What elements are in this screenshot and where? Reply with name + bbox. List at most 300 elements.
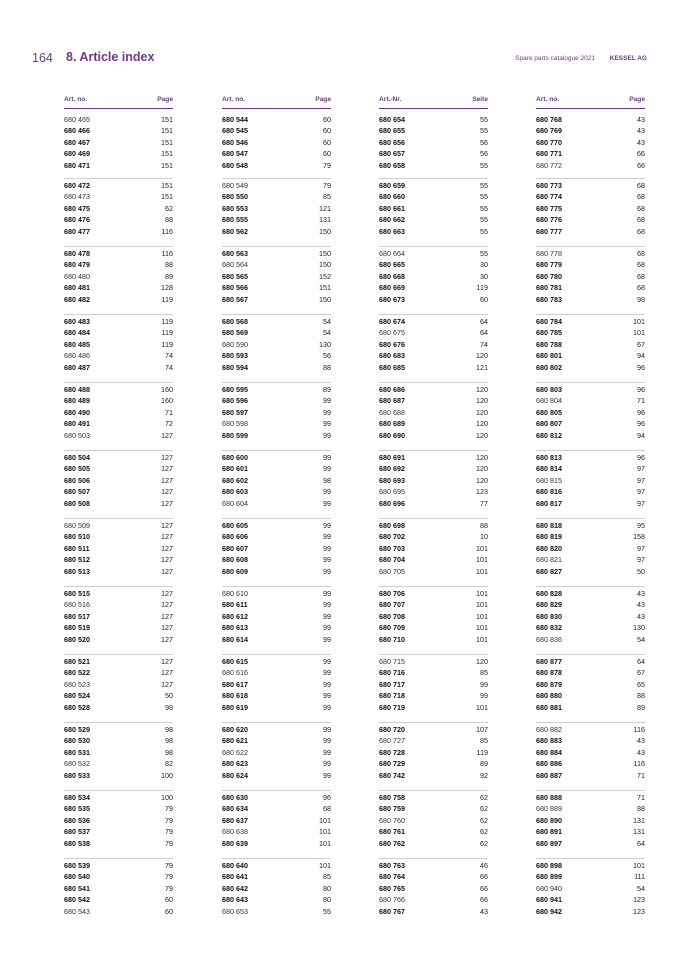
group-divider <box>222 790 331 791</box>
page-reference: 68 <box>637 203 645 213</box>
index-row <box>536 339 645 351</box>
index-group <box>64 588 173 646</box>
index-row <box>379 747 488 759</box>
page-reference: 43 <box>637 600 645 609</box>
page-reference: 116 <box>633 724 645 734</box>
page-reference: 99 <box>323 532 331 541</box>
index-row <box>64 871 173 883</box>
article-number: 680 531 <box>64 747 90 757</box>
article-number: 680 517 <box>64 611 90 621</box>
article-number: 680 480 <box>64 271 90 281</box>
page-reference: 77 <box>480 498 488 508</box>
article-number: 680 785 <box>536 328 562 337</box>
article-number: 680 686 <box>379 384 405 394</box>
page-reference: 101 <box>633 860 645 870</box>
article-number: 680 601 <box>222 464 248 473</box>
page-reference: 101 <box>476 588 488 598</box>
page-reference: 120 <box>476 475 488 485</box>
group-divider <box>379 178 488 179</box>
page-reference: 131 <box>633 827 645 836</box>
index-row <box>64 248 173 260</box>
group-divider <box>536 518 645 519</box>
page-reference: 79 <box>165 860 173 870</box>
index-row <box>536 520 645 532</box>
page-reference: 101 <box>319 838 331 848</box>
index-row <box>64 339 173 351</box>
index-row <box>379 327 488 339</box>
page-reference: 62 <box>480 838 488 848</box>
article-number: 680 543 <box>64 906 90 916</box>
index-row <box>379 395 488 407</box>
page-reference: 80 <box>323 883 331 893</box>
page-reference: 55 <box>480 126 488 135</box>
article-number: 680 663 <box>379 226 405 236</box>
article-number: 680 884 <box>536 747 562 757</box>
index-row <box>64 838 173 850</box>
article-number: 680 505 <box>64 464 90 473</box>
article-number: 680 512 <box>64 555 90 564</box>
article-number: 680 530 <box>64 736 90 745</box>
article-number: 680 509 <box>64 520 90 530</box>
group-divider <box>536 586 645 587</box>
index-row <box>379 114 488 126</box>
article-number: 680 817 <box>536 498 562 508</box>
page-reference: 68 <box>637 226 645 236</box>
page-reference: 43 <box>637 747 645 757</box>
article-number: 680 765 <box>379 883 405 893</box>
page-reference: 151 <box>161 137 173 147</box>
index-row <box>222 271 331 283</box>
page-reference: 123 <box>633 906 645 916</box>
group-divider <box>64 654 173 655</box>
index-row <box>64 826 173 838</box>
index-row <box>536 463 645 475</box>
index-row <box>64 316 173 328</box>
article-number: 680 716 <box>379 668 405 677</box>
index-group <box>64 724 173 782</box>
page-reference: 119 <box>161 339 173 349</box>
article-number: 680 539 <box>64 860 90 870</box>
article-number: 680 707 <box>379 600 405 609</box>
page-reference: 160 <box>161 396 173 405</box>
article-number: 680 691 <box>379 452 405 462</box>
index-row <box>64 350 173 362</box>
group-divider <box>222 586 331 587</box>
article-number: 680 886 <box>536 759 562 768</box>
index-row <box>222 679 331 691</box>
index-row <box>222 531 331 543</box>
index-row <box>379 271 488 283</box>
group-divider <box>64 586 173 587</box>
article-number: 680 879 <box>536 679 562 689</box>
article-number: 680 827 <box>536 566 562 576</box>
page-reference: 127 <box>161 532 173 541</box>
article-number: 680 813 <box>536 452 562 462</box>
article-number: 680 887 <box>536 770 562 780</box>
catalog-name: Spare parts catalogue 2021 <box>515 55 595 62</box>
page-reference: 120 <box>476 452 488 462</box>
article-number: 680 541 <box>64 883 90 893</box>
group-divider <box>64 246 173 247</box>
page-reference: 56 <box>480 149 488 158</box>
page-reference: 130 <box>319 339 331 349</box>
article-number: 680 595 <box>222 384 248 394</box>
index-row <box>379 418 488 430</box>
article-number: 680 600 <box>222 452 248 462</box>
index-group <box>222 114 331 172</box>
page-reference: 98 <box>165 724 173 734</box>
article-number: 680 521 <box>64 656 90 666</box>
index-row <box>64 611 173 623</box>
page-reference: 85 <box>480 668 488 677</box>
index-row <box>64 815 173 827</box>
article-number: 680 553 <box>222 203 248 213</box>
page-reference: 101 <box>476 600 488 609</box>
index-row <box>379 486 488 498</box>
article-number: 680 622 <box>222 747 248 757</box>
page-reference: 92 <box>480 770 488 780</box>
index-row <box>222 588 331 600</box>
index-row <box>536 622 645 634</box>
article-number: 680 778 <box>536 248 562 258</box>
article-number: 680 482 <box>64 294 90 304</box>
article-number: 680 478 <box>64 248 90 258</box>
index-group <box>64 656 173 714</box>
article-number: 680 801 <box>536 351 562 360</box>
index-row <box>222 747 331 759</box>
page-reference: 96 <box>637 362 645 372</box>
article-number: 680 566 <box>222 283 248 292</box>
index-row <box>222 543 331 555</box>
page-reference: 43 <box>637 588 645 598</box>
article-number: 680 673 <box>379 294 405 304</box>
index-row <box>379 611 488 623</box>
page-reference: 121 <box>476 362 488 372</box>
index-row <box>536 906 645 918</box>
page-reference: 55 <box>480 248 488 258</box>
index-row <box>222 475 331 487</box>
page-reference: 119 <box>161 328 173 337</box>
article-number: 680 469 <box>64 149 90 158</box>
page-reference: 65 <box>637 679 645 689</box>
index-row <box>379 803 488 815</box>
index-row <box>379 191 488 203</box>
index-row <box>536 634 645 646</box>
page-reference: 99 <box>323 588 331 598</box>
article-number: 680 820 <box>536 543 562 553</box>
index-row <box>222 860 331 872</box>
index-group <box>64 114 173 172</box>
page-reference: 99 <box>323 452 331 462</box>
page-reference: 79 <box>165 872 173 881</box>
index-group <box>222 248 331 306</box>
page-reference: 97 <box>637 464 645 473</box>
article-number: 680 564 <box>222 260 248 269</box>
page-reference: 120 <box>476 407 488 417</box>
group-divider <box>379 450 488 451</box>
page-reference: 60 <box>323 126 331 135</box>
index-group <box>536 860 645 918</box>
page-reference: 151 <box>161 126 173 135</box>
article-number: 680 522 <box>64 668 90 677</box>
index-row <box>536 735 645 747</box>
page-reference: 79 <box>165 883 173 893</box>
article-number: 680 668 <box>379 271 405 281</box>
page-reference: 79 <box>165 827 173 836</box>
page-reference: 99 <box>323 464 331 473</box>
article-number: 680 536 <box>64 815 90 825</box>
page-reference: 127 <box>161 543 173 553</box>
index-row <box>222 148 331 160</box>
article-number: 680 611 <box>222 600 248 609</box>
index-row <box>379 906 488 918</box>
article-number: 680 690 <box>379 430 405 440</box>
article-number: 680 818 <box>536 520 562 530</box>
article-number: 680 890 <box>536 815 562 825</box>
page-reference: 54 <box>637 883 645 893</box>
page-reference: 62 <box>480 815 488 825</box>
page-reference: 88 <box>165 215 173 224</box>
article-number: 680 674 <box>379 316 405 326</box>
index-row <box>64 160 173 172</box>
page-reference: 120 <box>476 464 488 473</box>
article-number: 680 705 <box>379 566 405 576</box>
index-group <box>536 248 645 306</box>
page-reference: 123 <box>633 895 645 904</box>
index-row <box>222 226 331 238</box>
page-reference: 101 <box>319 860 331 870</box>
index-row <box>379 282 488 294</box>
article-number: 680 828 <box>536 588 562 598</box>
index-row <box>379 792 488 804</box>
group-divider <box>379 722 488 723</box>
article-number: 680 829 <box>536 600 562 609</box>
page-reference: 88 <box>165 260 173 269</box>
index-row <box>222 826 331 838</box>
column-header <box>64 95 173 109</box>
index-group <box>64 452 173 510</box>
article-number: 680 537 <box>64 827 90 836</box>
article-number: 680 880 <box>536 691 562 700</box>
index-group <box>222 520 331 578</box>
group-divider <box>379 314 488 315</box>
index-row <box>536 294 645 306</box>
page-reference: 55 <box>480 203 488 213</box>
article-number: 680 897 <box>536 838 562 848</box>
index-row <box>64 463 173 475</box>
index-row <box>379 871 488 883</box>
article-number: 680 504 <box>64 452 90 462</box>
group-divider <box>222 450 331 451</box>
index-column <box>379 95 488 916</box>
page-reference: 151 <box>161 180 173 190</box>
index-row <box>536 452 645 464</box>
page-reference: 120 <box>476 351 488 360</box>
page-reference: 94 <box>637 430 645 440</box>
page-reference: 67 <box>637 339 645 349</box>
article-number: 680 624 <box>222 770 248 780</box>
article-number: 680 728 <box>379 747 405 757</box>
article-number: 680 637 <box>222 815 248 825</box>
index-row <box>536 611 645 623</box>
index-row <box>222 815 331 827</box>
article-number: 680 519 <box>64 623 90 632</box>
article-number: 680 604 <box>222 498 248 508</box>
article-number: 680 608 <box>222 555 248 564</box>
article-number: 680 606 <box>222 532 248 541</box>
article-number: 680 693 <box>379 475 405 485</box>
index-row <box>222 339 331 351</box>
index-row <box>536 566 645 578</box>
article-number: 680 634 <box>222 804 248 813</box>
article-number: 680 769 <box>536 126 562 135</box>
article-number: 680 685 <box>379 362 405 372</box>
page-reference: 55 <box>323 906 331 916</box>
index-row <box>222 248 331 260</box>
article-number: 680 489 <box>64 396 90 405</box>
article-number: 680 683 <box>379 351 405 360</box>
group-divider <box>222 382 331 383</box>
page-reference: 68 <box>323 804 331 813</box>
article-number: 680 616 <box>222 668 248 677</box>
page-reference: 54 <box>323 328 331 337</box>
page-reference: 50 <box>637 566 645 576</box>
page-reference: 99 <box>323 520 331 530</box>
page-reference: 150 <box>319 226 331 236</box>
page-reference: 71 <box>165 407 173 417</box>
index-row <box>222 327 331 339</box>
page-reference: 99 <box>323 702 331 712</box>
article-number: 680 565 <box>222 271 248 281</box>
page-reference: 127 <box>161 679 173 689</box>
page-reference: 43 <box>480 906 488 916</box>
page-reference: 88 <box>323 362 331 372</box>
index-group <box>379 248 488 306</box>
index-row <box>379 362 488 374</box>
page-header-label: Page <box>629 96 645 103</box>
index-row <box>222 554 331 566</box>
article-number: 680 657 <box>379 149 405 158</box>
page-reference: 95 <box>637 520 645 530</box>
page-reference: 101 <box>319 827 331 836</box>
index-row <box>536 180 645 192</box>
article-number: 680 476 <box>64 215 90 224</box>
group-divider <box>536 382 645 383</box>
index-row <box>64 894 173 906</box>
article-number: 680 466 <box>64 126 90 135</box>
index-group <box>379 316 488 374</box>
index-row <box>64 599 173 611</box>
index-row <box>222 838 331 850</box>
page-reference: 99 <box>323 679 331 689</box>
page-reference: 152 <box>319 271 331 281</box>
article-number: 680 540 <box>64 872 90 881</box>
article-number: 680 621 <box>222 736 248 745</box>
page-reference: 99 <box>480 691 488 700</box>
page-number: 164 <box>32 51 53 65</box>
index-column <box>222 95 331 916</box>
article-number: 680 669 <box>379 283 405 292</box>
page-reference: 71 <box>637 396 645 405</box>
article-number: 680 804 <box>536 396 562 405</box>
page-reference: 64 <box>480 328 488 337</box>
page-reference: 68 <box>637 271 645 281</box>
article-number: 680 655 <box>379 126 405 135</box>
index-row <box>222 770 331 782</box>
page-reference: 89 <box>637 702 645 712</box>
index-row <box>64 667 173 679</box>
article-number: 680 654 <box>379 114 405 124</box>
page-reference: 68 <box>637 248 645 258</box>
index-group <box>64 520 173 578</box>
article-number: 680 467 <box>64 137 90 147</box>
index-group <box>536 452 645 510</box>
index-row <box>222 180 331 192</box>
article-number: 680 614 <box>222 634 248 644</box>
article-number: 680 597 <box>222 407 248 417</box>
index-row <box>64 362 173 374</box>
article-number: 680 773 <box>536 180 562 190</box>
index-row <box>536 214 645 226</box>
article-number: 680 653 <box>222 906 248 916</box>
index-row <box>379 634 488 646</box>
page-reference: 66 <box>480 872 488 881</box>
index-row <box>222 667 331 679</box>
page-reference: 151 <box>161 192 173 201</box>
index-row <box>536 826 645 838</box>
index-row <box>379 148 488 160</box>
index-row <box>379 894 488 906</box>
page-reference: 71 <box>637 792 645 802</box>
index-row <box>64 475 173 487</box>
index-row <box>64 271 173 283</box>
page-reference: 99 <box>323 634 331 644</box>
article-number: 680 534 <box>64 792 90 802</box>
page-reference: 120 <box>476 384 488 394</box>
article-number: 680 761 <box>379 827 405 836</box>
index-row <box>64 498 173 510</box>
article-number: 680 490 <box>64 407 90 417</box>
index-row <box>379 588 488 600</box>
index-row <box>222 611 331 623</box>
article-number: 680 485 <box>64 339 90 349</box>
page-reference: 72 <box>165 419 173 428</box>
index-row <box>222 883 331 895</box>
index-row <box>64 566 173 578</box>
page-reference: 64 <box>480 316 488 326</box>
article-number: 680 491 <box>64 419 90 428</box>
article-number: 680 715 <box>379 656 405 666</box>
page-reference: 46 <box>480 860 488 870</box>
article-number: 680 742 <box>379 770 405 780</box>
group-divider <box>222 858 331 859</box>
index-row <box>222 316 331 328</box>
article-number: 680 941 <box>536 895 562 904</box>
index-row <box>536 702 645 714</box>
article-number: 680 615 <box>222 656 248 666</box>
page-reference: 79 <box>323 160 331 170</box>
column-header <box>222 95 331 109</box>
article-number: 680 568 <box>222 316 248 326</box>
page-reference: 96 <box>637 452 645 462</box>
index-row <box>64 259 173 271</box>
index-row <box>536 259 645 271</box>
index-group <box>379 588 488 646</box>
page-reference: 79 <box>165 804 173 813</box>
article-number: 680 888 <box>536 792 562 802</box>
index-row <box>64 702 173 714</box>
index-row <box>64 148 173 160</box>
